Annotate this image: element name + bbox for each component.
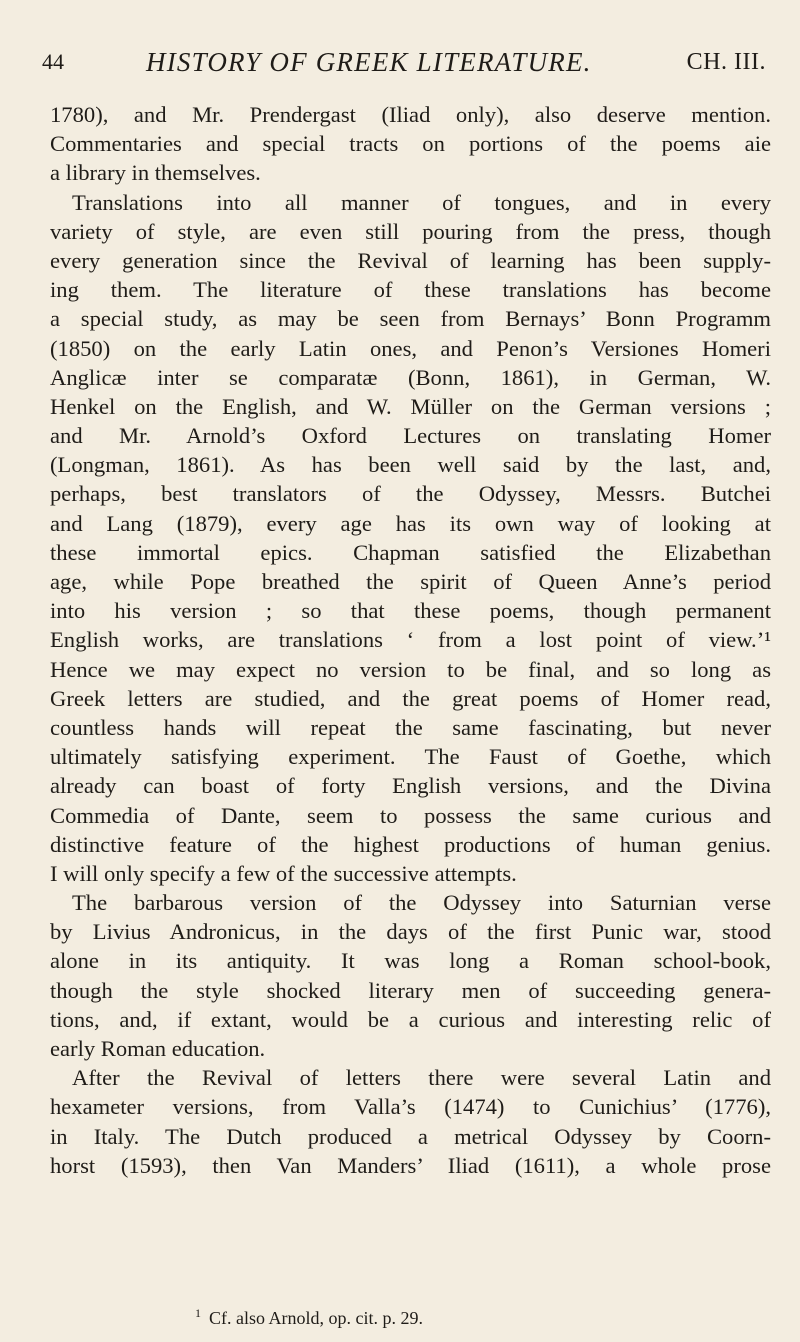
- text-line: into his version ; so that these poems, though permanent: [50, 598, 771, 624]
- text-line: (Longman, 1861). As has been well said by the last, and,: [50, 452, 771, 478]
- text-line: tions, and, if extant, would be a curious and interesting relic of: [50, 1006, 771, 1032]
- text-line: though the style shocked literary men of succeeding genera-: [50, 977, 771, 1003]
- text-line: (1850) on the early Latin ones, and Penon’s Versiones Homeri: [50, 335, 771, 361]
- text-line: variety of style, are even still pouring from the press, though: [50, 218, 771, 244]
- body-text: [50, 100, 771, 1180]
- text-line: age, while Pope breathed the spirit of Queen Anne’s period: [50, 569, 771, 594]
- text-line: hexameter versions, from Valla’s (1474) to Cunichius’ (1776),: [50, 1094, 771, 1120]
- text-line: After the Revival of letters there were several Latin and: [72, 1065, 771, 1091]
- text-line: already can boast of forty English versions, and the Divina: [50, 773, 771, 799]
- text-line: Anglicæ inter se comparatæ (Bonn, 1861), in German, W.: [50, 364, 771, 390]
- text-line: Commedia of Dante, seem to possess the same curious and: [50, 802, 771, 828]
- page-number: 44: [42, 49, 64, 74]
- text-line: Henkel on the English, and W. Müller on the German versions ;: [50, 393, 771, 419]
- text-line: early Roman education.: [50, 1036, 266, 1061]
- text-line: Translations into all manner of tongues, and in every: [72, 189, 771, 215]
- text-line: a library in themselves.: [50, 160, 261, 186]
- text-line: these immortal epics. Chapman satisfied the Elizabethan: [50, 539, 771, 565]
- running-title: HISTORY OF GREEK LITERATURE.: [146, 47, 592, 77]
- text-line: a special study, as may be seen from Bernays’ Bonn Programm: [50, 306, 771, 332]
- text-line: alone in its antiquity. It was long a Roman school-book,: [50, 948, 771, 974]
- footnote-marker: 1: [195, 1306, 201, 1320]
- footnote: [195, 1300, 423, 1331]
- text-line: by Livius Andronicus, in the days of the first Punic war, stood: [50, 919, 771, 945]
- text-line: distinctive feature of the highest productions of human genius.: [50, 831, 771, 857]
- footnote-text: Cf. also Arnold, op. cit. p. 29.: [209, 1308, 423, 1328]
- text-line: perhaps, best translators of the Odyssey, Messrs. Butchei: [50, 481, 771, 507]
- text-line: Commentaries and special tracts on portions of the poems aie: [50, 131, 771, 157]
- text-line: horst (1593), then Van Manders’ Iliad (1611), a whole prose: [50, 1152, 771, 1178]
- text-line: ing them. The literature of these translations has become: [50, 277, 771, 303]
- text-line: I will only specify a few of the successive attempts.: [50, 860, 517, 886]
- text-line: Hence we may expect no version to be final, and so long as: [50, 656, 771, 682]
- text-line: countless hands will repeat the same fascinating, but never: [50, 714, 771, 740]
- text-line: ultimately satisfying experiment. The Faust of Goethe, which: [50, 744, 771, 770]
- text-line: and Lang (1879), every age has its own way of looking at: [50, 510, 771, 536]
- text-line: The barbarous version of the Odyssey into Saturnian verse: [72, 890, 771, 916]
- text-line: Greek letters are studied, and the great poems of Homer read,: [50, 685, 771, 711]
- text-line: every generation since the Revival of learning has been supply-: [50, 247, 771, 273]
- running-head: [42, 42, 766, 82]
- chapter-label: CH. III.: [686, 49, 766, 75]
- text-line: and Mr. Arnold’s Oxford Lectures on translating Homer: [50, 423, 771, 449]
- text-line: 1780), and Mr. Prendergast (Iliad only), also deserve mention.: [50, 102, 771, 127]
- text-line: English works, are translations ‘ from a lost point of view.’¹: [50, 627, 771, 653]
- text-line: in Italy. The Dutch produced a metrical Odyssey by Coorn-: [50, 1123, 771, 1149]
